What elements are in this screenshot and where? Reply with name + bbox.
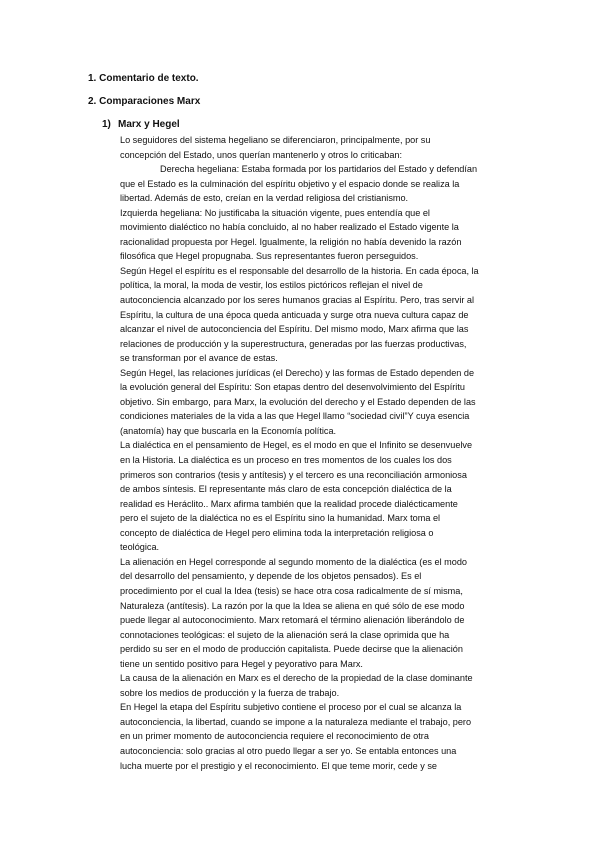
text-line: pero el sujeto de la dialéctica no es el Espíritu sino la humanidad. Marx toma el	[120, 513, 441, 524]
text-line: lucha muerte por el prestigio y el reconocimiento. El que teme morir, cede y se	[120, 760, 437, 771]
text-line: objetivo. Sin embargo, para Marx, la evolución del derecho y el Estado dependen de las	[120, 396, 476, 407]
text-line: sobre los medios de producción y la fuerza de trabajo.	[120, 687, 340, 698]
heading-comentario-de-texto: 1. Comentario de texto.	[88, 73, 199, 84]
heading-marx-y-hegel	[102, 119, 180, 131]
text-line: La alienación en Hegel corresponde al segundo momento de la dialéctica (es el modo	[120, 556, 467, 567]
text-line: en un primer momento de autoconciencia requiere el reconocimiento de otra	[120, 731, 429, 742]
text-line: (anatomía) hay que buscarla en la Economía política.	[120, 425, 337, 436]
text-line: realidad es Heráclito.. Marx afirma también que la realidad procede dialécticamente	[120, 498, 458, 509]
text-line: racionalidad propuesta por Hegel. Igualmente, la religión no había devenido la razón	[120, 236, 462, 247]
text-line: la evolución general del Espíritu: Son etapas dentro del desenvolvimiento del Espíritu	[120, 382, 465, 393]
text-line: que el Estado es la culminación del espíritu objetivo y el espacio donde se realiza la	[120, 178, 460, 189]
text-line: Lo seguidores del sistema hegeliano se diferenciaron, principalmente, por su	[120, 135, 431, 145]
text-line: filosófica que Hegel propugnaba. Sus representantes fueron perseguidos.	[120, 251, 419, 262]
text-line: perdido su ser en el modo de producción capitalista. Puede decirse que la alienación	[120, 644, 463, 655]
text-line: primeros son contrarios (tesis y antítesis) y el tercero es una reconciliación armoniosa	[120, 469, 467, 480]
text-line: Espíritu, la cultura de una época queda anticuada y surge otra nueva cultura capaz de	[120, 309, 469, 320]
text-line: en la Historia. La dialéctica es un proceso en tres momentos de los cuales los dos	[120, 455, 452, 466]
text-line: de ambos síntesis. El representante más claro de esta concepción dialéctica de la	[120, 484, 452, 495]
text-line: del desarrollo del pensamiento, y depende de los objetos pensados). Es el	[120, 571, 422, 582]
subsection-title: Marx y Hegel	[118, 119, 180, 130]
text-line: concepción del Estado, unos querían mantenerlo y otros lo criticaban:	[120, 149, 403, 160]
text-line: Según Hegel el espíritu es el responsable del desarrollo de la historia. En cada época, la	[120, 265, 479, 276]
text-line: movimiento dialéctico no había concluido, al no haber realizado el Estado vigente la	[120, 222, 459, 233]
text-line: alcanzar el nivel de autoconciencia del Espíritu. Del mismo modo, Marx afirma que las	[120, 324, 469, 335]
text-line: autoconciencia: solo gracias al otro puedo llegar a ser yo. Se entabla entonces una	[120, 745, 457, 756]
text-line: En Hegel la etapa del Espíritu subjetivo contiene el proceso por el cual se alcanza la	[120, 702, 462, 713]
text-line: La causa de la alienación en Marx es el derecho de la propiedad de la clase dominante	[120, 673, 473, 684]
text-line: Izquierda hegeliana: No justificaba la situación vigente, pues entendía que el	[120, 207, 430, 218]
text-line: autoconciencia alcanzado por los seres humanos gracias al Espíritu. Pero, tras servir al	[120, 295, 475, 306]
text-line: concepto de dialéctica de Hegel pero elimina toda la interpretación religiosa o	[120, 527, 434, 538]
text-line: relaciones de producción y la superestructura, generadas por las fuerzas productivas,	[120, 338, 467, 349]
text-line: Según Hegel, las relaciones jurídicas (el Derecho) y las formas de Estado dependen de	[120, 367, 475, 378]
text-line: Naturaleza (antítesis). La razón por la que la Idea se aliena en qué sólo de ese modo	[120, 600, 465, 611]
heading-comparaciones-marx: 2. Comparaciones Marx	[88, 96, 201, 107]
text-line: connotaciones teológicas: el sujeto de la alienación será la clase oprimida que ha	[120, 629, 450, 640]
body-text	[120, 133, 492, 773]
text-line: procedimiento por el cual la Idea (tesis) se hace otra cosa radicalmente de sí misma,	[120, 585, 463, 596]
text-line: política, la moral, la moda de vestir, los estilos pictóricos reflejan el nivel de	[120, 280, 423, 291]
text-line: autoconciencia, la libertad, cuando se impone a la naturaleza mediante el trabajo, pero	[120, 716, 472, 727]
list-number: 1)	[102, 119, 111, 130]
text-line: condiciones materiales de la vida a las que Hegel llamo “sociedad civil”Y cuya esencia	[120, 411, 470, 422]
text-line: puede llegar al autoconocimiento. Marx retomará el término alienación liberándolo de	[120, 615, 465, 626]
text-line: La dialéctica en el pensamiento de Hegel, es el modo en que el Infinito se desenvuelve	[120, 440, 473, 451]
text-line: Derecha hegeliana: Estaba formada por los partidarios del Estado y defendían	[160, 164, 478, 175]
text-line: tiene un sentido positivo para Hegel y peyorativo para Marx.	[120, 658, 363, 669]
text-line: libertad. Además de esto, creían en la verdad religiosa del cristianismo.	[120, 193, 409, 204]
text-line: se transforman por el avance de estas.	[120, 353, 278, 364]
text-line: teológica.	[120, 542, 160, 553]
